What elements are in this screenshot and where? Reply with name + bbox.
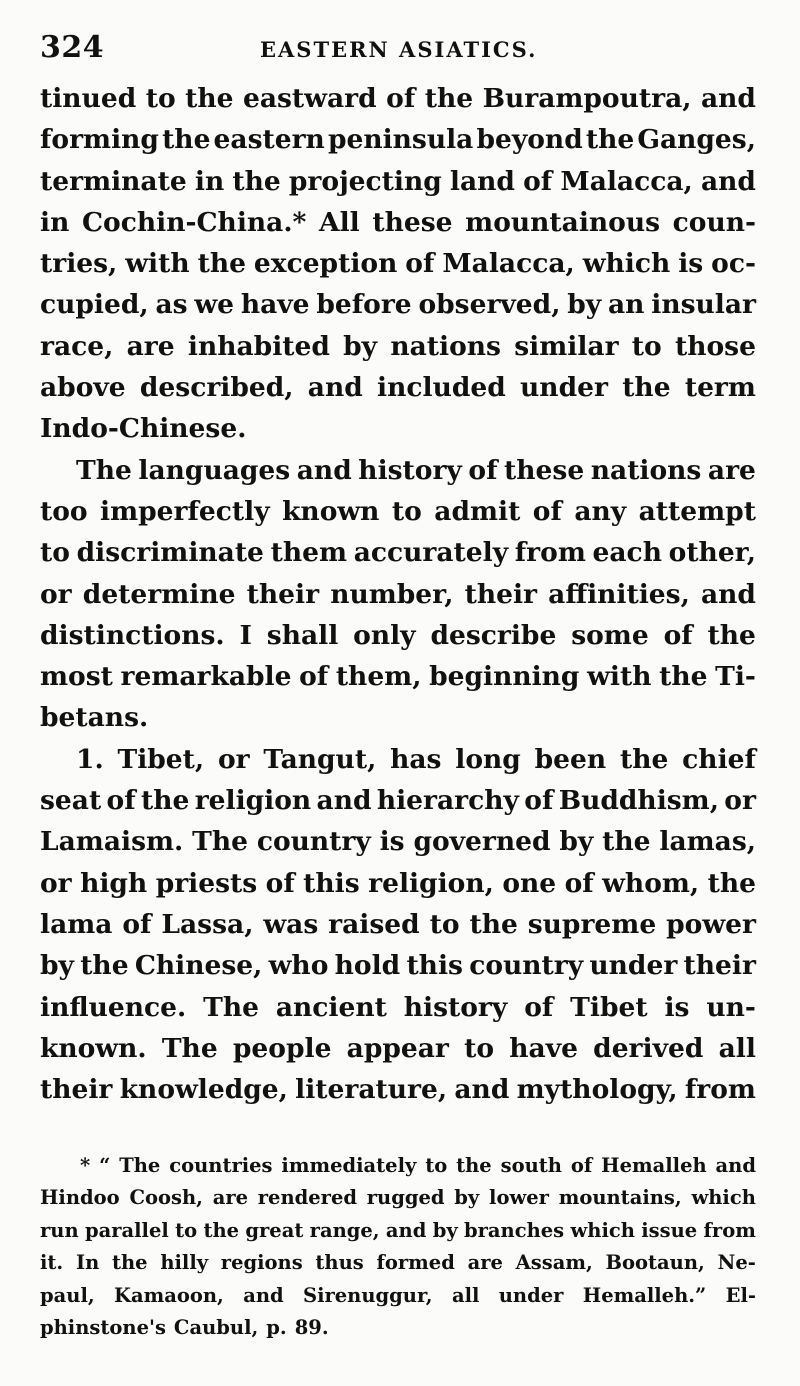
text-line: lama of Lassa, was raised to the supreme power: [40, 908, 756, 940]
text-line: or high priests of this religion, one of whom, the: [40, 867, 756, 899]
running-title: EASTERN ASIATICS.: [260, 37, 538, 62]
text-line: The languages and history of these nations are: [76, 454, 756, 486]
page-header: [40, 30, 760, 74]
footnote-line: Hindoo Coosh, are rendered rugged by lower mountains, which: [40, 1186, 756, 1210]
text-line: Indo-Chinese.: [40, 413, 247, 445]
text-line: most remarkable of them, beginning with the Ti-: [40, 661, 756, 693]
text-line: cupied, as we have before observed, by an insular: [40, 289, 756, 321]
text-line: forming the eastern peninsula beyond the Ganges,: [40, 124, 756, 156]
page-number: 324: [40, 30, 105, 65]
text-line: to discriminate them accurately from each other,: [40, 537, 756, 569]
text-line: or determine their number, their affinities, and: [40, 578, 756, 610]
footnote-line: run parallel to the great range, and by branches which issue from: [40, 1218, 756, 1242]
body-text: [40, 78, 756, 1110]
text-line: too imperfectly known to admit of any attempt: [40, 495, 756, 527]
text-line: 1. Tibet, or Tangut, has long been the chief: [76, 743, 756, 775]
text-line: above described, and included under the term: [40, 372, 756, 404]
text-line: race, are inhabited by nations similar to those: [40, 330, 756, 362]
text-line: in Cochin-China.* All these mountainous coun-: [40, 206, 756, 238]
text-line: seat of the religion and hierarchy of Buddhism, or: [40, 785, 756, 817]
text-line: by the Chinese, who hold this country under their: [40, 950, 756, 982]
text-line: Lamaism. The country is governed by the lamas,: [40, 826, 756, 858]
text-line: their knowledge, literature, and mythology, from: [40, 1074, 756, 1106]
text-line: tinued to the eastward of the Burampoutra, and: [40, 83, 756, 114]
footnote-line: phinstone's Caubul, p. 89.: [40, 1315, 329, 1339]
footnote-line: it. In the hilly regions thus formed are Assam, Bootaun, Ne-: [40, 1251, 756, 1275]
footnote-line: * “ The countries immediately to the south of Hemalleh and: [80, 1154, 756, 1177]
text-line: influence. The ancient history of Tibet is un-: [40, 991, 756, 1023]
text-line: tries, with the exception of Malacca, which is oc-: [40, 248, 756, 280]
footnote: [40, 1150, 756, 1344]
text-line: terminate in the projecting land of Malacca, and: [40, 165, 756, 197]
text-line: betans.: [40, 702, 149, 734]
footnote-line: paul, Kamaoon, and Sirenuggur, all under Hemalleh.” El-: [40, 1283, 756, 1307]
text-line: distinctions. I shall only describe some of the: [40, 619, 756, 651]
text-line: known. The people appear to have derived all: [40, 1032, 756, 1064]
